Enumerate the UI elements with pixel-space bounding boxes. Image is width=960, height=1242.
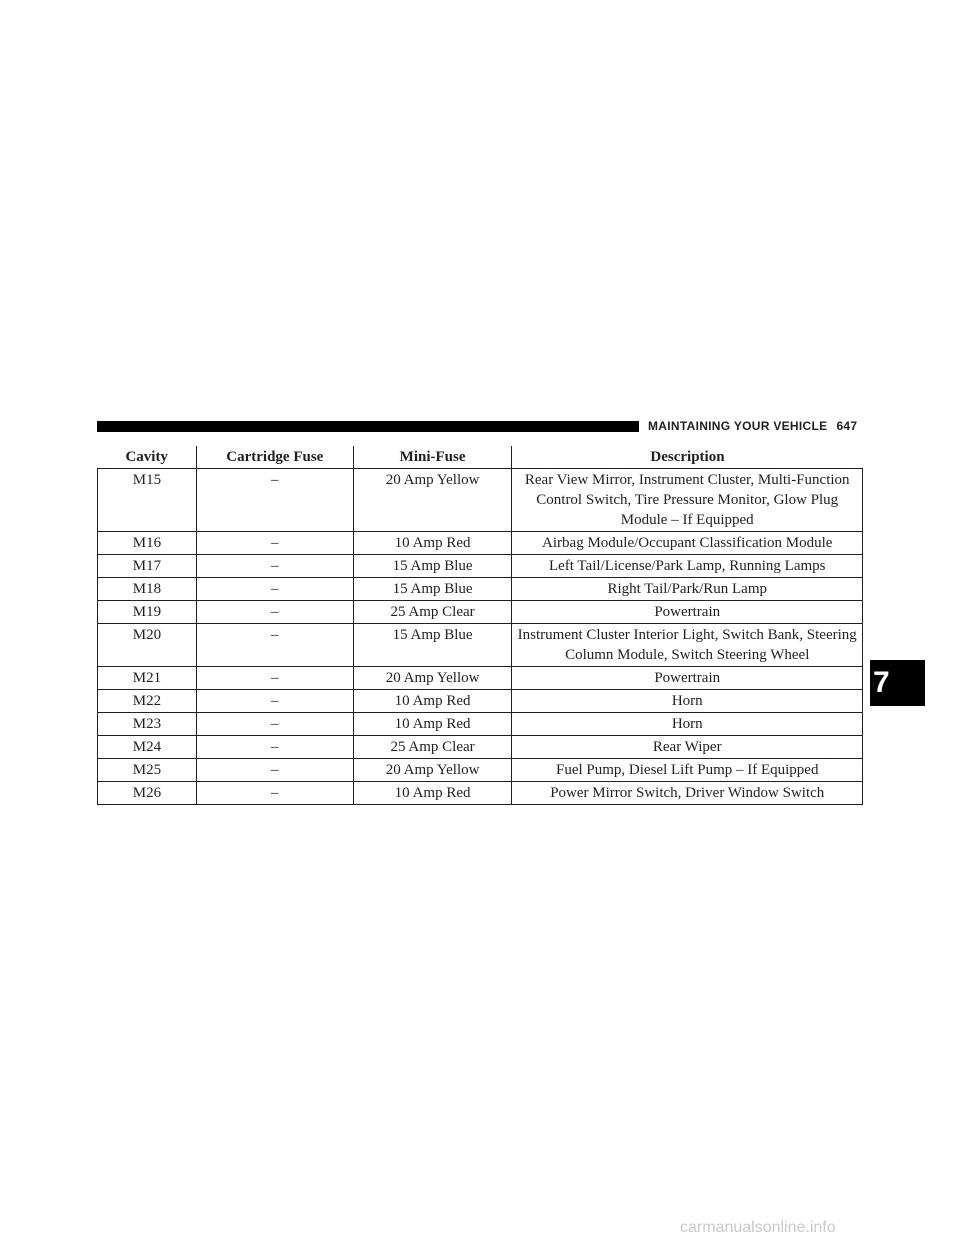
- chapter-tab: 7: [870, 660, 925, 706]
- cell-mini-fuse: 10 Amp Red: [353, 713, 512, 736]
- cell-description: Instrument Cluster Interior Light, Switch Bank, Steering Column Module, Switch Steering Wheel: [512, 624, 863, 667]
- cell-cartridge-fuse: –: [196, 713, 353, 736]
- cell-cavity: M18: [98, 578, 197, 601]
- table-row: [98, 624, 863, 667]
- cell-mini-fuse: 10 Amp Red: [353, 782, 512, 805]
- table-row: [98, 690, 863, 713]
- cell-cartridge-fuse: –: [196, 555, 353, 578]
- running-header: [648, 418, 857, 434]
- cell-cartridge-fuse: –: [196, 601, 353, 624]
- header-rule: [97, 421, 639, 432]
- page-number: 647: [836, 419, 858, 433]
- fuse-table: [97, 446, 863, 805]
- cell-cartridge-fuse: –: [196, 667, 353, 690]
- cell-cavity: M25: [98, 759, 197, 782]
- cell-description: Rear View Mirror, Instrument Cluster, Multi-Function Control Switch, Tire Pressure Monitor, Glow Plug Module – If Equipped: [512, 469, 863, 532]
- cell-description: Airbag Module/Occupant Classification Module: [512, 532, 863, 555]
- column-header-cartridge-fuse: Cartridge Fuse: [196, 446, 353, 469]
- cell-cartridge-fuse: –: [196, 782, 353, 805]
- table-header-row: [98, 446, 863, 469]
- cell-mini-fuse: 15 Amp Blue: [353, 555, 512, 578]
- cell-cavity: M22: [98, 690, 197, 713]
- table-body: [98, 469, 863, 805]
- cell-description: Horn: [512, 713, 863, 736]
- cell-description: Horn: [512, 690, 863, 713]
- cell-cavity: M17: [98, 555, 197, 578]
- cell-cartridge-fuse: –: [196, 759, 353, 782]
- table-row: [98, 578, 863, 601]
- cell-mini-fuse: 10 Amp Red: [353, 532, 512, 555]
- cell-cavity: M21: [98, 667, 197, 690]
- table-row: [98, 713, 863, 736]
- table-row: [98, 667, 863, 690]
- table-row: [98, 469, 863, 532]
- section-title: MAINTAINING YOUR VEHICLE: [648, 419, 828, 433]
- cell-mini-fuse: 25 Amp Clear: [353, 736, 512, 759]
- cell-description: Right Tail/Park/Run Lamp: [512, 578, 863, 601]
- cell-cartridge-fuse: –: [196, 532, 353, 555]
- cell-description: Power Mirror Switch, Driver Window Switch: [512, 782, 863, 805]
- cell-mini-fuse: 10 Amp Red: [353, 690, 512, 713]
- cell-cavity: M15: [98, 469, 197, 532]
- table-row: [98, 601, 863, 624]
- cell-cavity: M23: [98, 713, 197, 736]
- cell-cartridge-fuse: –: [196, 624, 353, 667]
- cell-mini-fuse: 20 Amp Yellow: [353, 469, 512, 532]
- table-row: [98, 759, 863, 782]
- cell-description: Fuel Pump, Diesel Lift Pump – If Equipped: [512, 759, 863, 782]
- cell-cavity: M26: [98, 782, 197, 805]
- cell-cavity: M16: [98, 532, 197, 555]
- cell-mini-fuse: 15 Amp Blue: [353, 578, 512, 601]
- cell-description: Left Tail/License/Park Lamp, Running Lamps: [512, 555, 863, 578]
- table-row: [98, 555, 863, 578]
- cell-cartridge-fuse: –: [196, 578, 353, 601]
- cell-cavity: M24: [98, 736, 197, 759]
- cell-mini-fuse: 15 Amp Blue: [353, 624, 512, 667]
- cell-mini-fuse: 25 Amp Clear: [353, 601, 512, 624]
- cell-mini-fuse: 20 Amp Yellow: [353, 759, 512, 782]
- table-row: [98, 782, 863, 805]
- cell-cavity: M20: [98, 624, 197, 667]
- cell-cartridge-fuse: –: [196, 469, 353, 532]
- cell-description: Rear Wiper: [512, 736, 863, 759]
- cell-description: Powertrain: [512, 601, 863, 624]
- cell-cartridge-fuse: –: [196, 690, 353, 713]
- table-row: [98, 532, 863, 555]
- cell-cavity: M19: [98, 601, 197, 624]
- watermark: carmanualsonline.info: [680, 1219, 836, 1236]
- cell-mini-fuse: 20 Amp Yellow: [353, 667, 512, 690]
- cell-description: Powertrain: [512, 667, 863, 690]
- column-header-mini-fuse: Mini-Fuse: [353, 446, 512, 469]
- column-header-description: Description: [512, 446, 863, 469]
- table-row: [98, 736, 863, 759]
- cell-cartridge-fuse: –: [196, 736, 353, 759]
- column-header-cavity: Cavity: [98, 446, 197, 469]
